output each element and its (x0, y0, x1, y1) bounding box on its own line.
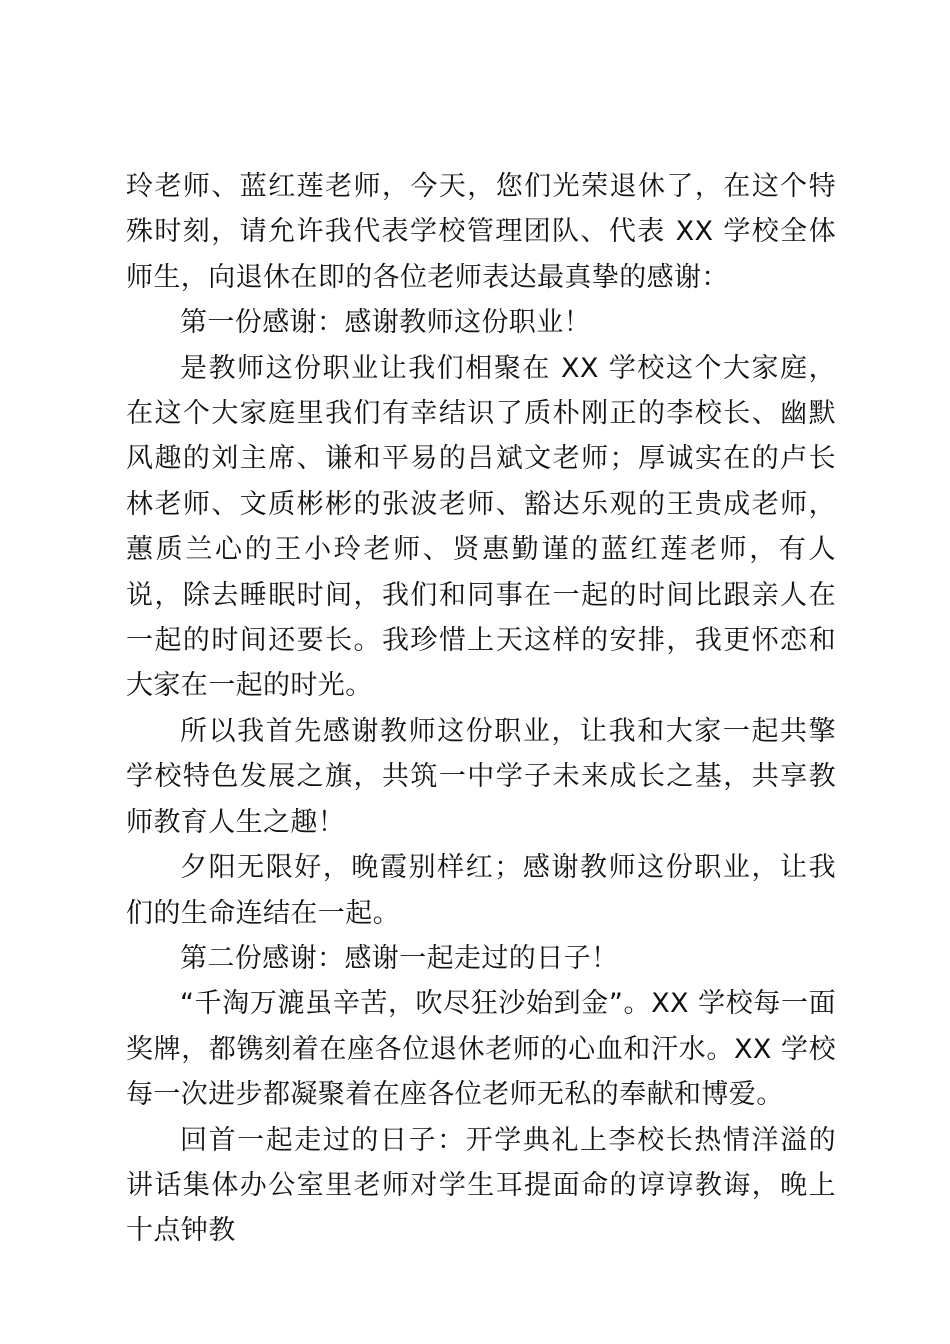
paragraph-gratitude-profession: 所以我首先感谢教师这份职业，让我和大家一起共擎学校特色发展之旗，共筑一中学子未来成长之基，共享教师教育人生之趣！ (126, 715, 836, 838)
paragraph-sunset: 夕阳无限好，晚霞别样红；感谢教师这份职业，让我们的生命连结在一起。 (126, 852, 836, 929)
document-body (126, 164, 836, 1254)
paragraph-awards: “千淘万漉虽辛苦，吹尽狂沙始到金”。XX 学校每一面奖牌，都镌刻着在座各位退休老师的心血和汗水。XX 学校每一次进步都凝聚着在座各位老师无私的奉献和博爱。 (126, 988, 836, 1111)
paragraph-continuation: 玲老师、蓝红莲老师，今天，您们光荣退休了，在这个特殊时刻，请允许我代表学校管理团队、代表 XX 学校全体师生，向退休在即的各位老师表达最真挚的感谢： (126, 171, 836, 293)
section-heading-first-thanks: 第一份感谢：感谢教师这份职业！ (180, 307, 591, 339)
section-heading-second-thanks: 第二份感谢：感谢一起走过的日子！ (180, 942, 619, 974)
paragraph-colleagues: 是教师这份职业让我们相聚在 XX 学校这个大家庭，在这个大家庭里我们有幸结识了质朴刚正的李校长、幽默风趣的刘主席、谦和平易的吕斌文老师；厚诚实在的卢长林老师、文质彬彬的张波老师、豁达乐观的王贵成老师，蕙质兰心的王小玲老师、贤惠勤谨的蓝红莲老师，有人说，除去睡眠时间，我们和同事在一起的时间比跟亲人在一起的时间还要长。我珍惜上天这样的安排，我更怀恋和大家在一起的时光。 (126, 352, 836, 702)
paragraph-memories: 回首一起走过的日子：开学典礼上李校长热情洋溢的讲话集体办公室里老师对学生耳提面命的谆谆教诲，晚上十点钟教 (126, 1124, 836, 1247)
